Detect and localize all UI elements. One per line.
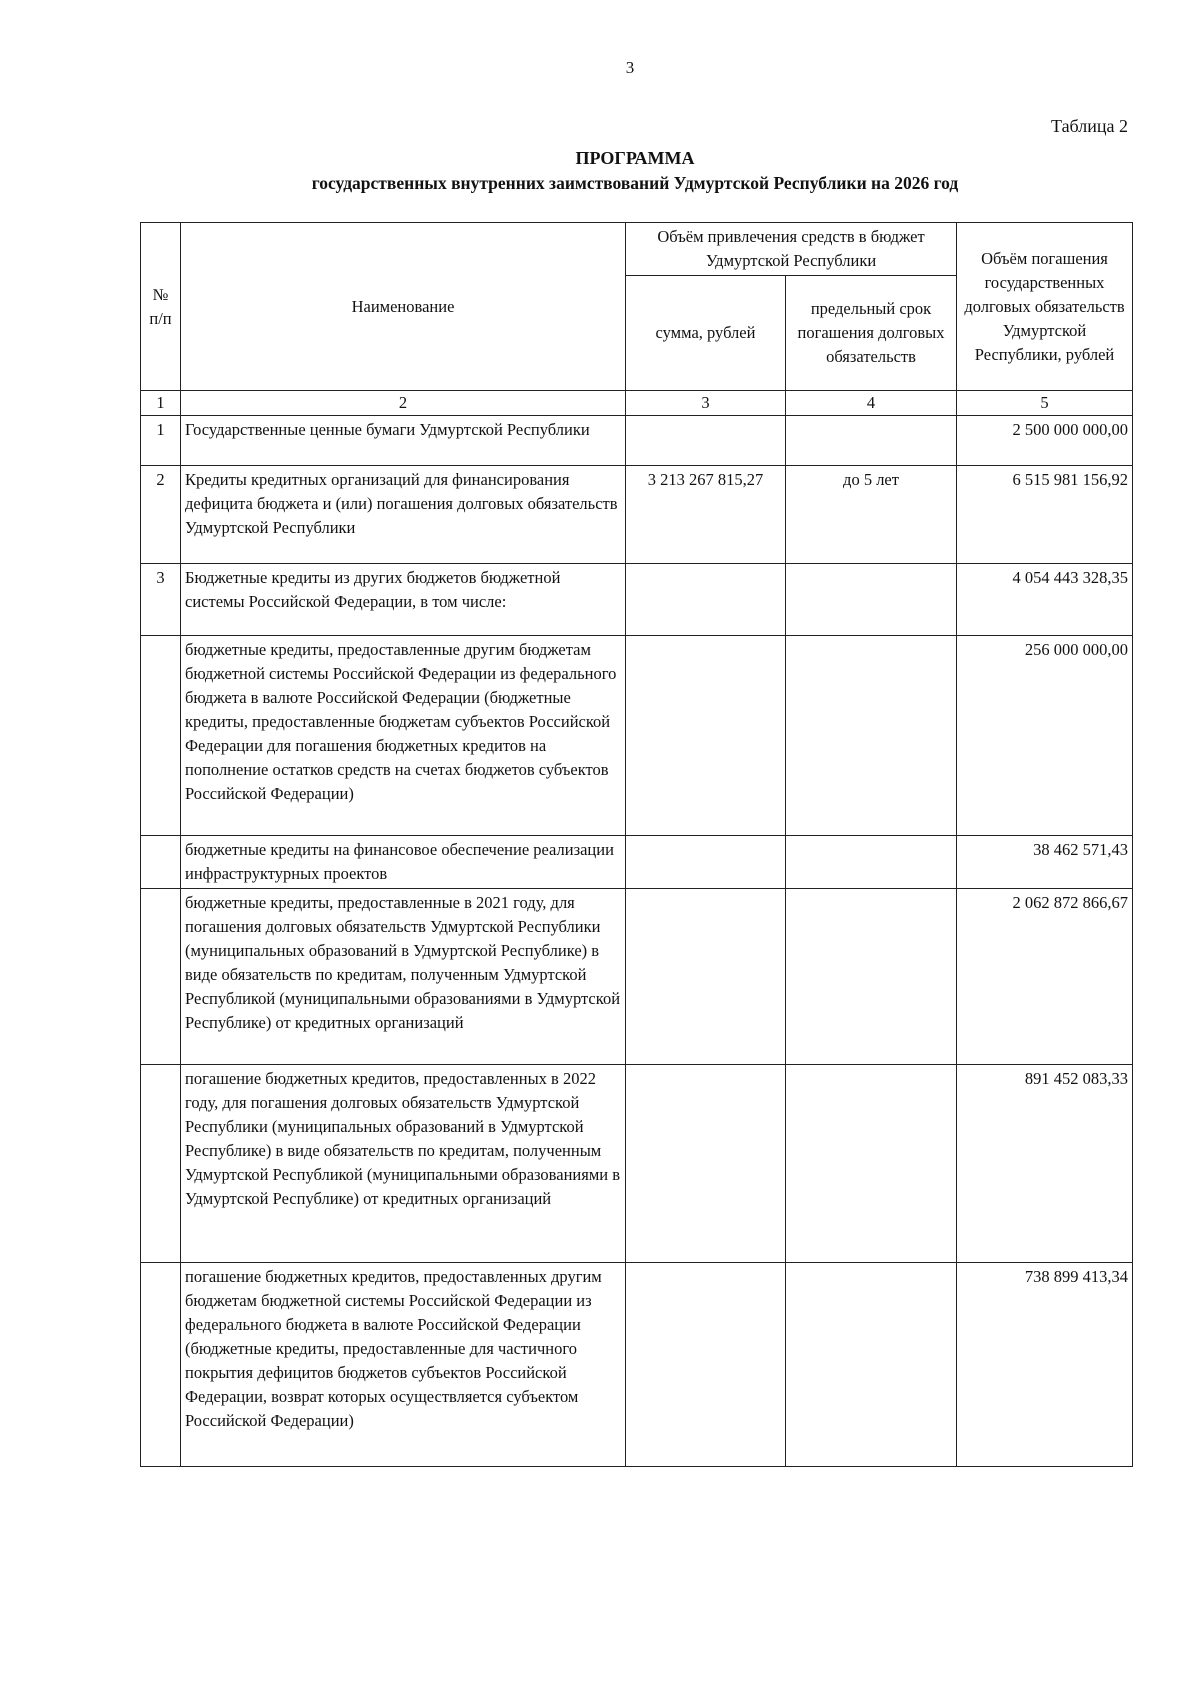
header-sum: сумма, рублей: [626, 276, 786, 391]
table-row: [141, 636, 1133, 836]
row-sum: [626, 889, 786, 1065]
table-label: Таблица 2: [1051, 116, 1128, 136]
row-term: [786, 416, 957, 466]
row-index: [141, 1263, 181, 1467]
row-sum: [626, 636, 786, 836]
column-number: 4: [786, 391, 957, 416]
row-sum: [626, 1263, 786, 1467]
header-term: предельный срок погашения долговых обязательств: [786, 276, 957, 391]
row-name: бюджетные кредиты, предоставленные в 2021 году, для погашения долговых обязательств Удмуртской Республики (муниципальных образований в Удмуртской Республике) в виде обязательств по кредитам, полученным Удмуртской Республикой (муниципальными образованиями в Удмуртской Республике) от кредитных организаций: [181, 889, 626, 1065]
row-term: [786, 1263, 957, 1467]
column-number: 3: [626, 391, 786, 416]
borrowing-program-table: [140, 222, 1133, 1467]
header-name: Наименование: [181, 223, 626, 391]
row-term: [786, 636, 957, 836]
row-name: погашение бюджетных кредитов, предоставленных другим бюджетам бюджетной системы Российской Федерации из федерального бюджета в валюте Российской Федерации (бюджетные кредиты, предоставленные для частичного покрытия дефицитов бюджетов субъектов Российской Федерации, возврат которых осуществляется субъектом Российской Федерации): [181, 1263, 626, 1467]
row-repayment: 738 899 413,34: [957, 1263, 1133, 1467]
row-name: Кредиты кредитных организаций для финансирования дефицита бюджета и (или) погашения долговых обязательств Удмуртской Республики: [181, 466, 626, 564]
table-row: [141, 564, 1133, 636]
row-name: бюджетные кредиты на финансовое обеспечение реализации инфраструктурных проектов: [181, 836, 626, 889]
row-sum: [626, 564, 786, 636]
table-row: [141, 416, 1133, 466]
row-name: погашение бюджетных кредитов, предоставленных в 2022 году, для погашения долговых обязательств Удмуртской Республики (муниципальных образований в Удмуртской Республике) в виде обязательств по кредитам, полученным Удмуртской Республикой (муниципальными образованиями в Удмуртской Республике) от кредитных организаций: [181, 1065, 626, 1263]
row-sum: 3 213 267 815,27: [626, 466, 786, 564]
row-repayment: 891 452 083,33: [957, 1065, 1133, 1263]
column-number: 1: [141, 391, 181, 416]
row-name: Государственные ценные бумаги Удмуртской Республики: [181, 416, 626, 466]
row-index: 1: [141, 416, 181, 466]
table-row: [141, 889, 1133, 1065]
document-title: ПРОГРАММА: [575, 148, 695, 168]
column-number: 5: [957, 391, 1133, 416]
table-row: [141, 1065, 1133, 1263]
row-index: [141, 889, 181, 1065]
table-row: [141, 1263, 1133, 1467]
row-index: [141, 636, 181, 836]
table-row: [141, 466, 1133, 564]
header-index: № п/п: [141, 223, 181, 391]
row-index: 3: [141, 564, 181, 636]
row-repayment: 4 054 443 328,35: [957, 564, 1133, 636]
header-attraction-group: Объём привлечения средств в бюджет Удмуртской Республики: [626, 223, 957, 276]
page-number: 3: [625, 58, 635, 77]
row-term: [786, 836, 957, 889]
header-repayment: Объём погашения государственных долговых обязательств Удмуртской Республики, рублей: [957, 223, 1133, 391]
column-number: 2: [181, 391, 626, 416]
row-term: [786, 564, 957, 636]
row-repayment: 38 462 571,43: [957, 836, 1133, 889]
row-term: до 5 лет: [786, 466, 957, 564]
row-repayment: 2 062 872 866,67: [957, 889, 1133, 1065]
row-sum: [626, 1065, 786, 1263]
row-term: [786, 1065, 957, 1263]
row-name: Бюджетные кредиты из других бюджетов бюджетной системы Российской Федерации, в том числе:: [181, 564, 626, 636]
row-term: [786, 889, 957, 1065]
row-repayment: 6 515 981 156,92: [957, 466, 1133, 564]
row-index: [141, 836, 181, 889]
document-subtitle: государственных внутренних заимствований Удмуртской Республики на 2026 год: [311, 173, 959, 193]
row-index: [141, 1065, 181, 1263]
row-name: бюджетные кредиты, предоставленные другим бюджетам бюджетной системы Российской Федерации из федерального бюджета в валюте Российской Федерации (бюджетные кредиты, предоставленные бюджетам субъектов Российской Федерации для погашения бюджетных кредитов на пополнение остатков средств на счетах бюджетов субъектов Российской Федерации): [181, 636, 626, 836]
row-repayment: 2 500 000 000,00: [957, 416, 1133, 466]
table-row: [141, 836, 1133, 889]
row-index: 2: [141, 466, 181, 564]
row-repayment: 256 000 000,00: [957, 636, 1133, 836]
row-sum: [626, 416, 786, 466]
row-sum: [626, 836, 786, 889]
